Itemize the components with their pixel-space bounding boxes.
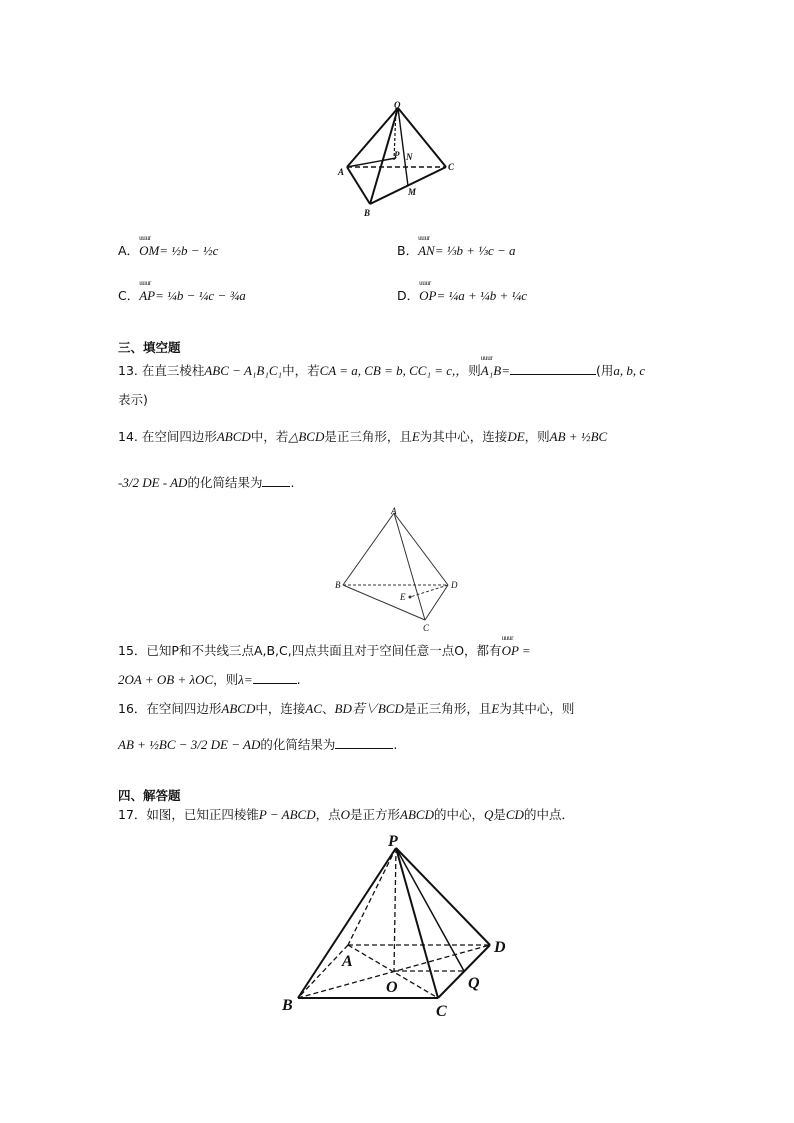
- label-Q: Q: [468, 975, 480, 992]
- q17-end: 的中点．: [523, 807, 574, 822]
- question-13: [118, 364, 645, 378]
- label-A: A: [338, 167, 345, 177]
- q17-mid2: 是正方形: [350, 807, 401, 822]
- question-16: [118, 702, 574, 716]
- q16-bd: BD: [334, 701, 352, 716]
- question-15-line2: [118, 673, 301, 687]
- option-c[interactable]: [118, 289, 246, 303]
- q16-sep: 、: [322, 701, 335, 716]
- section-4-title: 四、解答题: [118, 788, 181, 803]
- label-O: O: [386, 979, 398, 996]
- option-c-lhs: uuur AP: [139, 289, 155, 302]
- q14-prefix: 14. 在空间四边形: [118, 429, 217, 444]
- option-d-lhs: uuur OP: [419, 289, 436, 302]
- q16-e: E: [491, 701, 500, 716]
- label-N: N: [406, 152, 413, 162]
- q14-then: ，则: [524, 429, 550, 444]
- q16-mid3: 为其中心，则: [499, 701, 575, 716]
- q13-vars: a, b, c: [613, 363, 646, 378]
- option-b-rhs: = ⅓b + ⅓c − a: [434, 243, 516, 258]
- question-13-line2: 表示): [118, 392, 148, 407]
- label-C: C: [436, 1003, 447, 1020]
- square-pyramid-figure: [278, 828, 518, 1023]
- q14-answer-blank[interactable]: [262, 486, 290, 487]
- q15-expression: 2OA + OB + λOC: [118, 672, 214, 687]
- option-b[interactable]: [397, 244, 516, 258]
- q17-cd: CD: [505, 807, 524, 822]
- q16-quad: ABCD: [221, 701, 256, 716]
- q14-e: E: [411, 429, 420, 444]
- option-a[interactable]: [118, 244, 218, 258]
- question-14: [118, 430, 607, 444]
- q15-answer-blank[interactable]: [253, 683, 297, 684]
- q13-condition: CA = a, CB = b, CC₁ = c,，: [319, 363, 469, 378]
- q15-lambda: λ=: [238, 672, 253, 687]
- option-a-letter: A．: [118, 243, 140, 258]
- q15-text: 15．已知P和不共线三点A,B,C,四点共面且对于空间任意一点O，都有: [118, 643, 502, 658]
- option-a-lhs: uuur OM: [139, 244, 159, 257]
- q15-end: .: [296, 672, 301, 687]
- option-d-rhs: = ¼a + ¼b + ¼c: [436, 288, 528, 303]
- label-D: D: [451, 580, 458, 590]
- section-3-title: 三、填空题: [118, 340, 181, 355]
- question-16-line2: [118, 738, 397, 752]
- q13-mid: 中，若: [282, 363, 320, 378]
- q16-ac: AC: [305, 701, 322, 716]
- label-P: P: [394, 150, 400, 160]
- label-M: M: [408, 187, 417, 197]
- label-E: E: [400, 592, 406, 602]
- option-b-lhs: uuur AN: [418, 244, 435, 257]
- q17-mid: ，点: [315, 807, 341, 822]
- q14-mid2: 是正三角形，且: [324, 429, 412, 444]
- q14-triangle: △BCD: [288, 429, 325, 444]
- option-c-rhs: = ¼b − ¼c − ¾a: [155, 288, 246, 303]
- label-C: C: [448, 162, 455, 172]
- tetrahedron-abcd-figure: [332, 505, 462, 635]
- label-C: C: [423, 623, 430, 633]
- q16-answer-blank[interactable]: [335, 748, 393, 749]
- question-14-line2: [118, 476, 294, 490]
- label-B: B: [282, 997, 293, 1014]
- q14-quad: ABCD: [216, 429, 251, 444]
- option-d[interactable]: [397, 289, 527, 303]
- q13-prefix: 13. 在直三棱柱: [118, 363, 205, 378]
- q14-de: DE: [507, 429, 525, 444]
- label-A: A: [391, 506, 397, 516]
- q13-prism: ABC − A₁B₁C₁: [204, 363, 283, 378]
- q16-expression: AB + ½BC − 3/2 DE − AD: [118, 737, 261, 752]
- q13-tail: (用: [595, 363, 614, 378]
- tetrahedron-figure: [330, 100, 470, 225]
- q13-eq: =: [501, 363, 510, 378]
- q16-mid: 中，连接: [255, 701, 306, 716]
- q16-prefix: 16．在空间四边形: [118, 701, 222, 716]
- q14-mid3: 为其中心，连接: [419, 429, 508, 444]
- q16-end: .: [393, 737, 398, 752]
- q13-answer-blank[interactable]: [510, 374, 596, 375]
- label-B: B: [364, 208, 371, 218]
- q17-pyramid: P − ABCD: [258, 807, 316, 822]
- q16-mid2: 是正三角形，且: [403, 701, 492, 716]
- label-A: A: [342, 953, 353, 970]
- q15-line2-text: ，则: [213, 672, 239, 687]
- question-15: [118, 644, 531, 658]
- q14-expression: AB + ½BC: [549, 429, 608, 444]
- option-d-letter: D．: [397, 288, 420, 303]
- q17-o: O: [340, 807, 350, 822]
- label-B: B: [335, 580, 341, 590]
- q14-line2-text: 的化简结果为: [187, 475, 263, 490]
- q17-mid3: 的中心，: [433, 807, 484, 822]
- q17-mid4: 是: [493, 807, 506, 822]
- q17-prefix: 17．如图，已知正四棱锥: [118, 807, 259, 822]
- q17-q: Q: [483, 807, 494, 822]
- q14-line2-expression: -3/2 DE - AD: [118, 475, 188, 490]
- option-a-rhs: = ½b − ½c: [159, 243, 219, 258]
- q14-mid: 中，若: [250, 429, 289, 444]
- q14-end: .: [290, 475, 295, 490]
- option-b-letter: B．: [397, 243, 419, 258]
- q16-line2-text: 的化简结果为: [260, 737, 336, 752]
- q13-target: uuur A₁B: [481, 364, 501, 377]
- question-17: [118, 808, 574, 822]
- q16-condition: 若∨BCD: [351, 701, 404, 716]
- q13-then: 则: [468, 363, 481, 378]
- label-P: P: [388, 833, 398, 850]
- q17-square: ABCD: [400, 807, 434, 822]
- label-D: D: [494, 939, 506, 956]
- label-O: O: [394, 100, 401, 110]
- option-c-letter: C．: [118, 288, 140, 303]
- q15-op: uuur OP =: [502, 644, 531, 657]
